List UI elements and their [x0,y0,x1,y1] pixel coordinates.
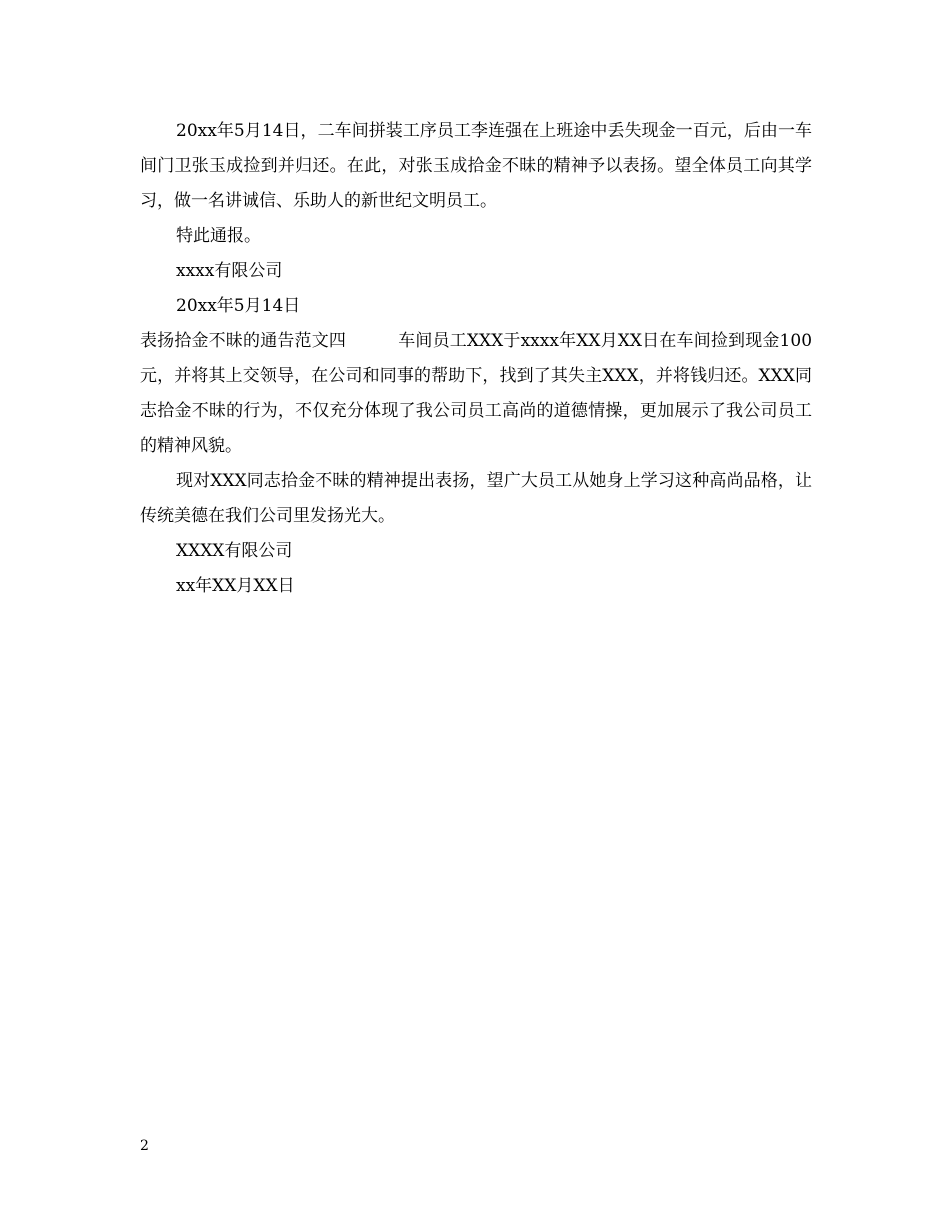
section-four-paragraph [140,324,812,464]
company-signature-second: XXXX有限公司 [176,541,293,561]
section-four-body: 车间员工XXX于xxxx年XX月XX日在车间捡到现金100元，并将其上交领导，在公司和同事的帮助下，找到了其失主XXX，并将钱归还。XXX同志拾金不昧的行为，不仅充分体现了我公司员工高尚的道德情操，更加展示了我公司员工的精神风貌。 [140,331,813,456]
section-four-title: 表扬拾金不昧的通告范文四 [140,331,347,351]
signature-date-second: xx年XX月XX日 [176,576,295,596]
praise-paragraph: 20xx年5月14日，二车间拼装工序员工李连强在上班途中丢失现金一百元，后由一车间门卫张玉成捡到并归还。在此，对张玉成拾金不昧的精神予以表扬。望全体员工向其学习，做一名讲诚信、乐助人的新世纪文明员工。 [140,121,812,211]
notice-closing: 特此通报。 [176,226,261,246]
page-number: 2 [140,1138,149,1154]
company-signature: xxxx有限公司 [176,261,283,281]
encouragement-paragraph: 现对XXX同志拾金不昧的精神提出表扬，望广大员工从她身上学习这种高尚品格，让传统美德在我们公司里发扬光大。 [140,471,812,526]
signature-date: 20xx年5月14日 [176,296,301,316]
document-body [140,114,812,604]
